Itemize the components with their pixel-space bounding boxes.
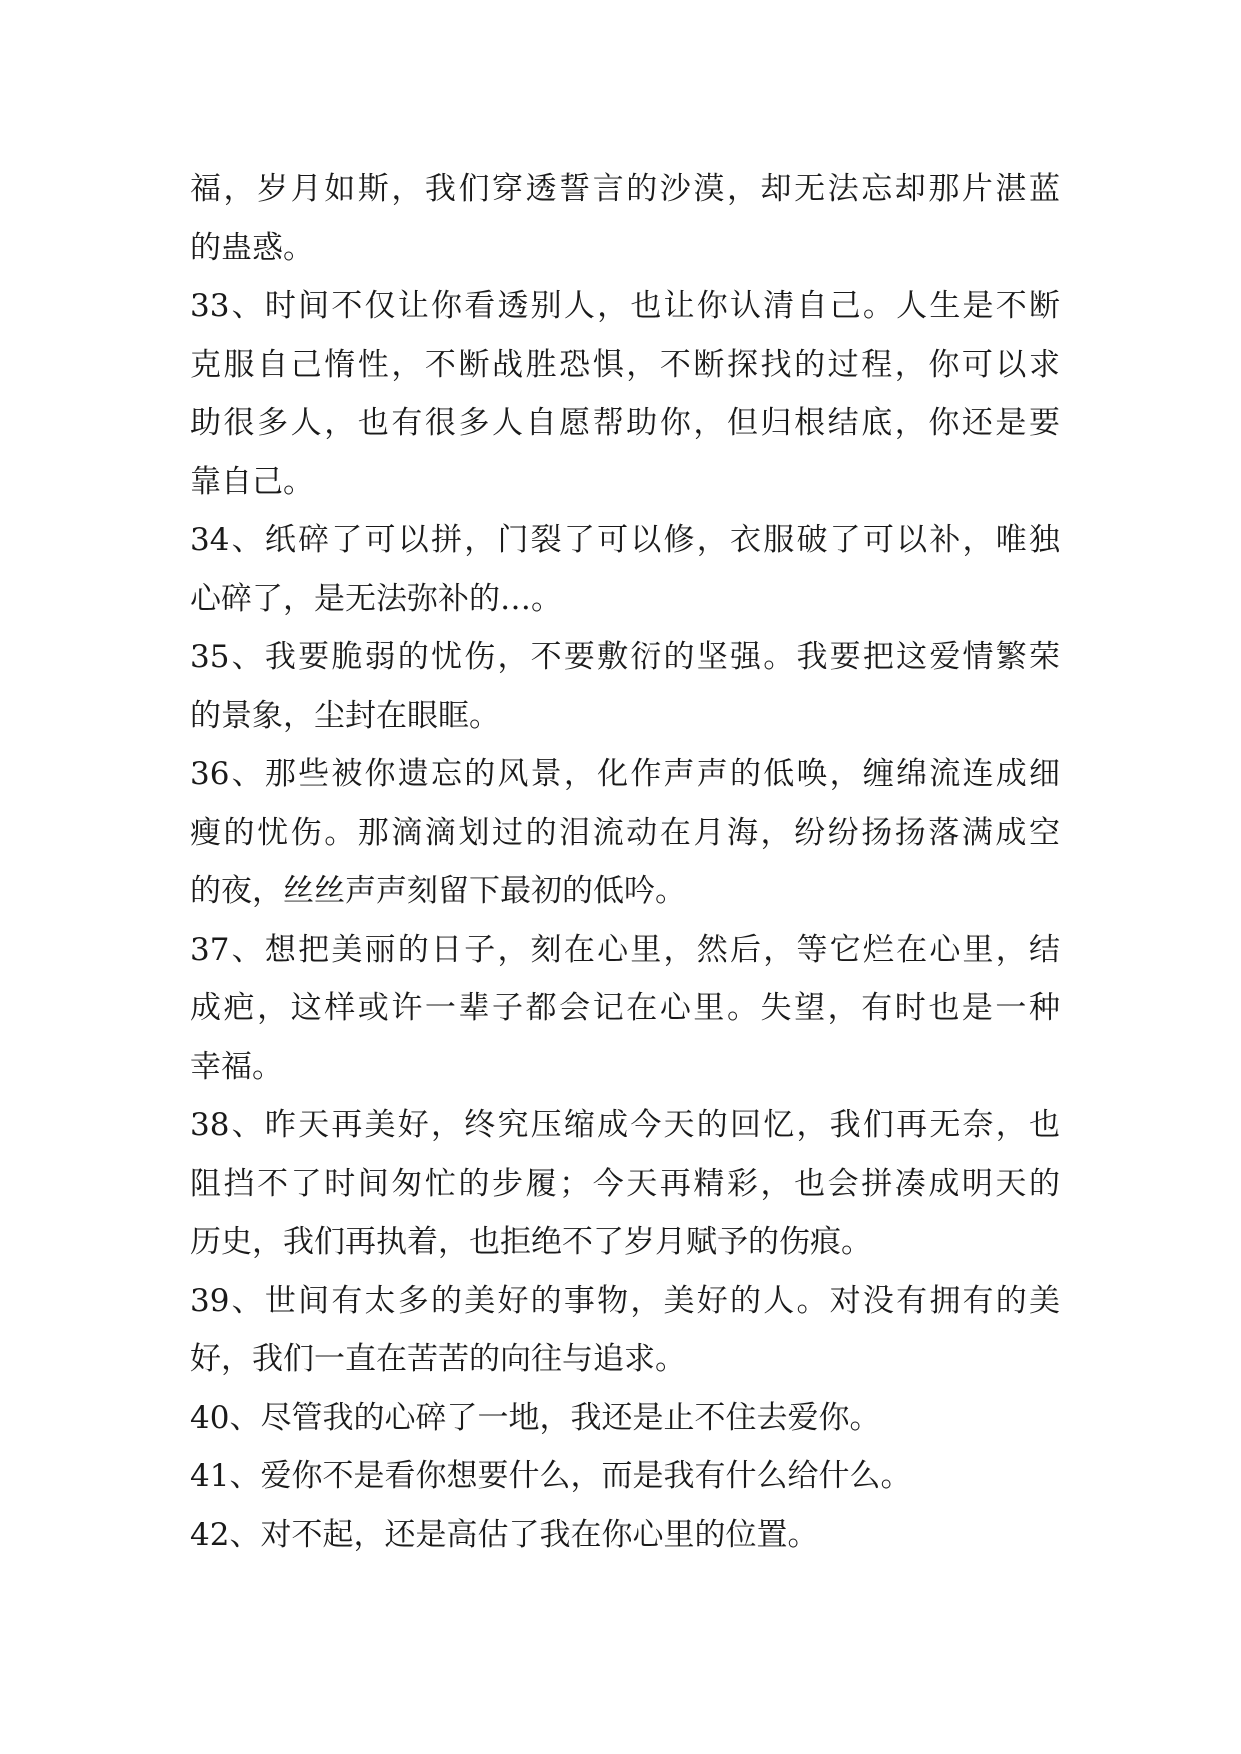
text-line: 41、爱你不是看你想要什么，而是我有什么给什么。 <box>190 1458 912 1494</box>
document-page <box>190 160 1060 1564</box>
text-line: 39、世间有太多的美好的事物，美好的人。对没有拥有的美 <box>190 1282 1060 1319</box>
text-line: 瘦的忧伤。那滴滴划过的泪流动在月海，纷纷扬扬落满成空 <box>190 814 1060 851</box>
text-line: 克服自己惰性，不断战胜恐惧，不断探找的过程，你可以求 <box>190 346 1060 383</box>
text-line: 成疤，这样或许一辈子都会记在心里。失望，有时也是一种 <box>190 990 1060 1026</box>
text-line: 的夜，丝丝声声刻留下最初的低吟。 <box>190 873 686 909</box>
text-line: 好，我们一直在苦苦的向往与追求。 <box>190 1341 686 1377</box>
text-line: 33、时间不仅让你看透别人，也让你认清自己。人生是不断 <box>190 288 1060 324</box>
text-line: 助很多人，也有很多人自愿帮助你，但归根结底，你还是要 <box>190 405 1060 441</box>
text-line: 36、那些被你遗忘的风景，化作声声的低唤，缠绵流连成细 <box>190 756 1060 792</box>
text-line: 40、尽管我的心碎了一地，我还是止不住去爱你。 <box>190 1399 881 1436</box>
text-line: 靠自己。 <box>190 463 314 500</box>
text-line: 37、想把美丽的日子，刻在心里，然后，等它烂在心里，结 <box>190 931 1060 968</box>
text-line: 的景象，尘封在眼眶。 <box>190 697 500 734</box>
text-line: 心碎了，是无法弥补的…。 <box>190 580 562 617</box>
text-line: 35、我要脆弱的忧伤，不要敷衍的坚强。我要把这爱情繁荣 <box>190 639 1060 675</box>
text-line: 34、纸碎了可以拼，门裂了可以修，衣服破了可以补，唯独 <box>190 522 1060 558</box>
text-line: 福，岁月如斯，我们穿透誓言的沙漠，却无法忘却那片湛蓝 <box>190 171 1060 207</box>
text-line: 阻挡不了时间匆忙的步履；今天再精彩，也会拼凑成明天的 <box>190 1165 1060 1202</box>
text-line: 历史，我们再执着，也拒绝不了岁月赋予的伤痕。 <box>190 1224 872 1260</box>
text-line: 38、昨天再美好，终究压缩成今天的回忆，我们再无奈，也 <box>190 1107 1060 1143</box>
text-line: 42、对不起，还是高估了我在你心里的位置。 <box>190 1516 819 1553</box>
text-line: 幸福。 <box>190 1048 283 1085</box>
text-line: 的蛊惑。 <box>190 229 314 266</box>
